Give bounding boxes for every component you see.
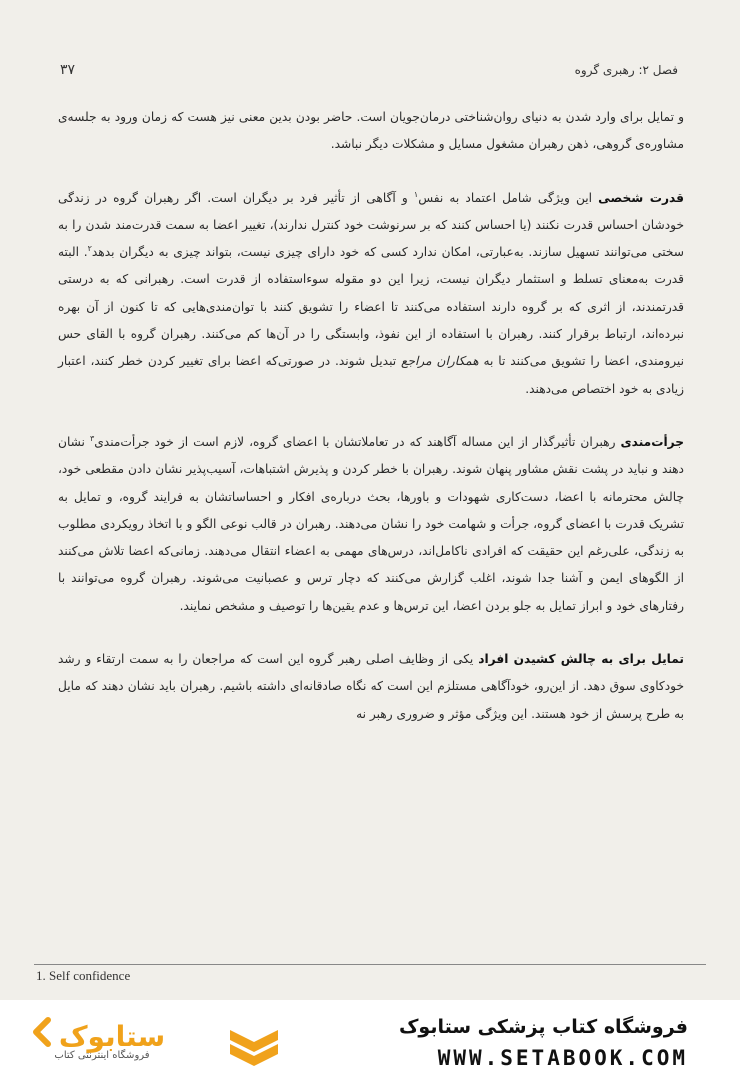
- store-banner: [0, 1000, 740, 1080]
- logo-subtitle: فروشگاه اینترنتی کتاب: [54, 1050, 150, 1061]
- store-website[interactable]: WWW.SETABOOK.COM: [437, 1046, 688, 1070]
- chevron-logo-icon: [224, 1026, 284, 1066]
- body-text: [58, 104, 684, 754]
- emphasized-phrase: همکاران مراجع: [401, 354, 479, 369]
- paragraph-challenge: [58, 646, 684, 728]
- paragraph-presence: [58, 104, 684, 159]
- paragraph-term: قدرت شخصی: [598, 190, 685, 205]
- paragraph-text: رهبران تأثیرگذار از این مساله آگاهند که در تعاملاتشان با اعضای گروه، لازم است از خود جرأت‌مندی: [94, 434, 616, 449]
- paragraph-text: نشان دهند و نباید در پشت نقش مشاور پنهان شوند. رهبران با خطر کردن و پذیرش اشتباهات، آسیب‌پذیر نشان دادن مقطعی خود، چالش محترمانه با اعضا، دست‌کاری شهودات و باورها، بحث درباره‌ی افکار و احساساتشان به فرایند گروه، و تمایل به تشریک قدرت با اعضای گروه، جرأت و شهامت خود را نشان می‌دهند. رهبران در قالب نوعی الگو و با اتخاذ رویکردی مطلوب به زندگی، علی‌رغم این حقیقت که افرادی ناکامل‌اند، درس‌های مهمی به اعضاء انتقال می‌دهند. زمانی‌که اعضا تلاش می‌کنند از الگوهای ایمن و آشنا جدا شوند، اغلب گزارش می‌کنند که دچار ترس و عصبانیت می‌شوند. رهبران گروه می‌توانند با رفتارهای خود و ابراز تمایل به جلو بردن اعضا، این ترس‌ها و عدم یقین‌ها را توصیف و مشخص نمایند.: [58, 434, 684, 613]
- paragraph-assertiveness: [58, 429, 684, 620]
- paragraph-personal-power: [58, 185, 684, 403]
- paragraph-text: یکی از وظایف اصلی رهبر گروه این است که مراجعان را به سمت ارتقاء و رشد خودکاوی سوق دهد. از این‌رو، خودآگاهی مستلزم این است که نگاه صادقانه‌ای داشته باشیم. رهبران باید نشان دهند که مایل به طرح پرسش از خود هستند. این ویژگی مؤثر و ضروری رهبر نه: [58, 652, 684, 721]
- logo-wordmark: ستابوک: [58, 1020, 166, 1053]
- paragraph-text: تبدیل شوند. در صورتی‌که اعضا برای تغییر کردن خطر کنند، اعتبار زیادی به خود اختصاص می‌دهند.: [58, 354, 684, 396]
- running-head: [60, 62, 678, 78]
- paragraph-text: . البته قدرت به‌معنای تسلط و استثمار دیگران نیست، زیرا این دو مقوله سوءاستفاده از قدرت است. رهبرانی که به درستی قدرتمندند، از اثری که بر گروه دارند استفاده می‌کنند تا اعضاء را تشویق کنند با توان‌مندی‌هایی که تا کنون از آن بهره نبرده‌اند، ارتباط برقرار کنند. رهبران با استفاده از این نفوذ، وابستگی را در آن‌ها کم می‌کنند. رهبران گروه با القای حس نیرومندی، اعضا را تشویق می‌کنند تا به: [58, 245, 685, 369]
- logo-arrow-icon: [36, 1020, 48, 1044]
- paragraph-text: و آگاهی از تأثیر فرد بر دیگران است. اگر رهبران گروه در زندگی خودشان احساس قدرت نکنند (یا احساس کنند که بر سرنوشت خود کنترل ندارند)، تغییر اعضا به سمت قدرت‌مند شدن را به سختی می‌توانند تسهیل سازند. به‌عبارتی، امکان ندارد کسی که خود دارای چیزی نیست، بتواند چیزی به دیگران بدهد: [58, 190, 684, 260]
- paragraph-term: جرأت‌مندی: [620, 434, 685, 449]
- store-name: فروشگاه کتاب پزشکی ستابوک: [398, 1016, 688, 1038]
- setabook-logo: [30, 1012, 170, 1076]
- paragraph-text: و تمایل برای وارد شدن به دنیای روان‌شناختی درمان‌جویان است. حاضر بودن بدین معنی نیز هست که زمان ورود به جلسه‌ی مشاوره‌ی گروهی، ذهن رهبران مشغول مسایل و مشکلات دیگر نباشد.: [58, 110, 684, 152]
- footnote-marker: ۳: [89, 433, 95, 443]
- paragraph-text: این ویژگی شامل اعتماد به نفس: [418, 190, 593, 205]
- footnote-divider: [34, 964, 706, 965]
- paragraph-term: تمایل برای به چالش کشیدن افراد: [478, 652, 684, 667]
- footnote-marker: ۲: [87, 244, 92, 254]
- page-number: ۳۷: [60, 62, 76, 78]
- footnote-marker: ۱: [413, 189, 419, 199]
- chapter-title: فصل ۲: رهبری گروه: [574, 63, 678, 77]
- footnote: 1. Self confidence: [36, 968, 131, 983]
